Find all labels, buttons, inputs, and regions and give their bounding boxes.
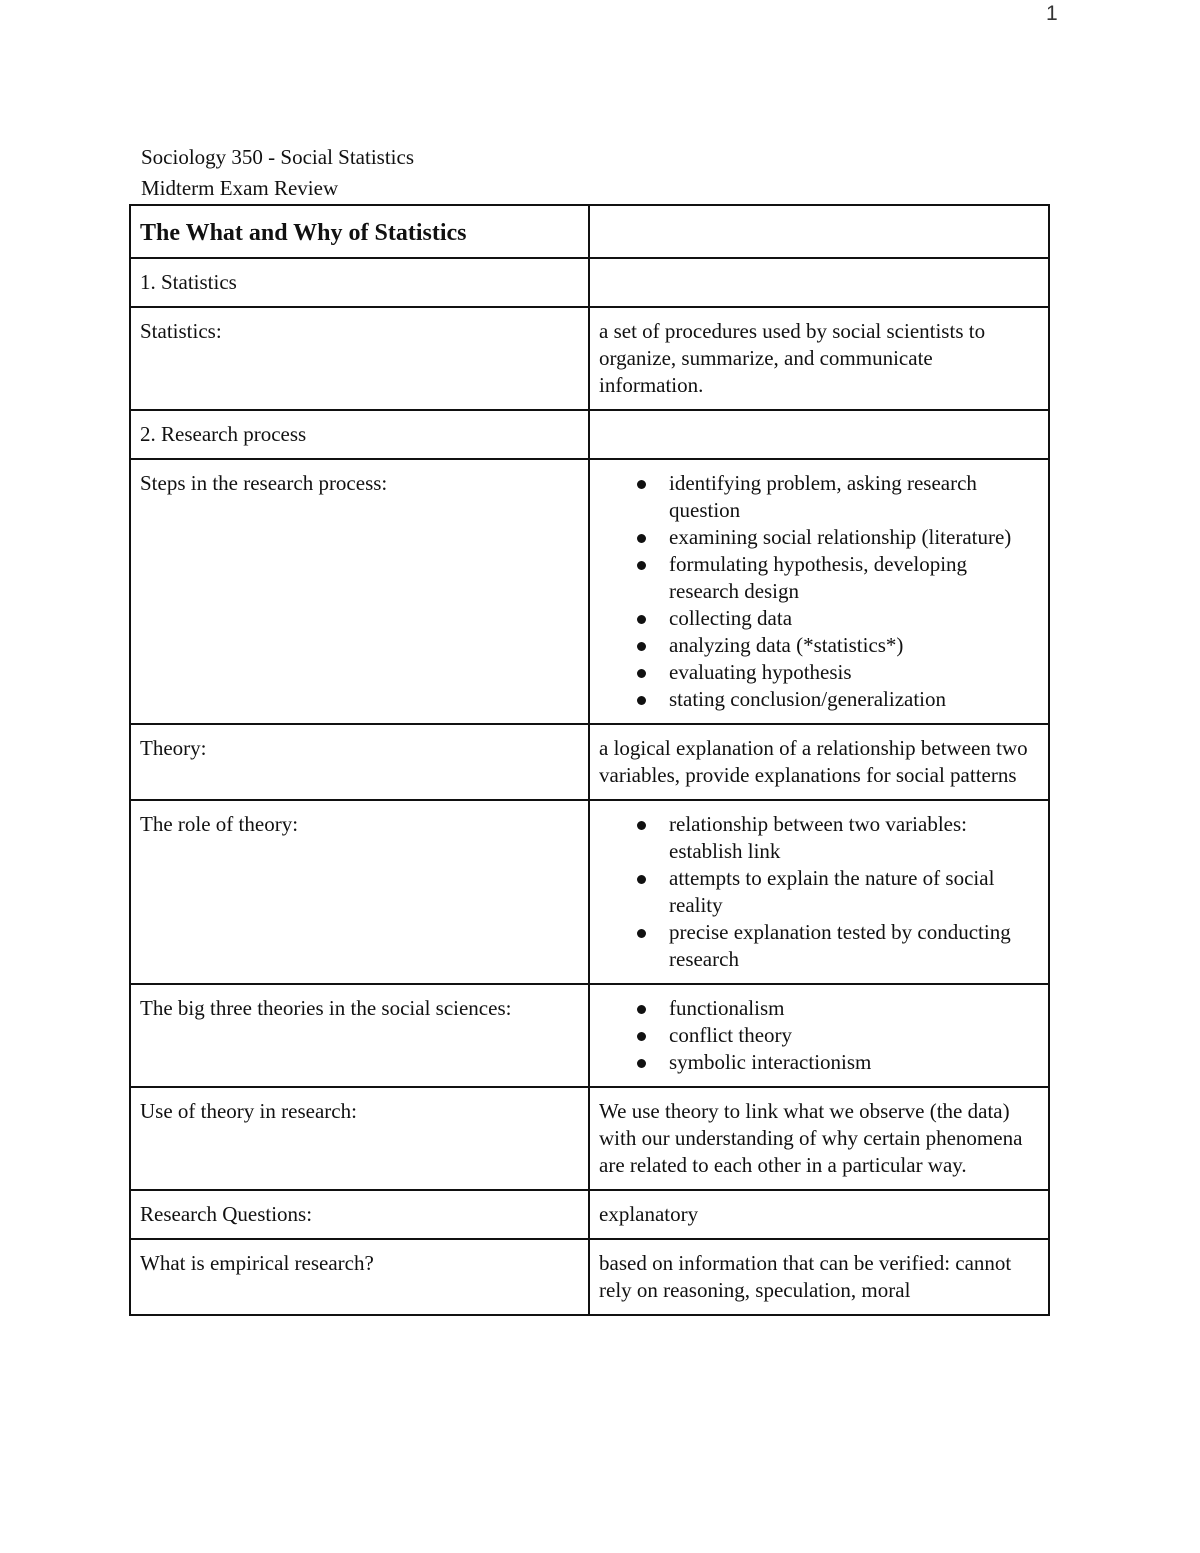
theory-role-list [599,811,1038,973]
list-item: examining social relationship (literature) [669,524,1038,551]
term-cell: The role of theory: [130,800,589,984]
big-three-theories-list [599,995,1038,1076]
term-cell: The big three theories in the social sciences: [130,984,589,1087]
table-row [130,1087,1049,1190]
table-row [130,724,1049,800]
list-item: evaluating hypothesis [669,659,1038,686]
table-row [130,258,1049,307]
definition-cell [589,258,1049,307]
term-cell: What is empirical research? [130,1239,589,1315]
list-item: relationship between two variables: establish link [669,811,1038,865]
definition-cell [589,800,1049,984]
list-item: identifying problem, asking research question [669,470,1038,524]
table-row [130,800,1049,984]
list-item: functionalism [669,995,1038,1022]
definition-cell [589,410,1049,459]
term-cell: Steps in the research process: [130,459,589,724]
page-number: 1 [1046,2,1058,25]
list-item: stating conclusion/generalization [669,686,1038,713]
definition-cell: a set of procedures used by social scientists to organize, summarize, and communicate information. [589,307,1049,410]
definition-cell: We use theory to link what we observe (the data) with our understanding of why certain phenomena are related to each other in a particular way. [589,1087,1049,1190]
research-steps-list [599,470,1038,713]
course-title: Sociology 350 - Social Statistics [141,145,414,169]
table-row [130,984,1049,1087]
definition-cell [589,984,1049,1087]
term-cell: 2. Research process [130,410,589,459]
term-cell: Theory: [130,724,589,800]
list-item: collecting data [669,605,1038,632]
list-item: symbolic interactionism [669,1049,1038,1076]
definition-cell: based on information that can be verified: cannot rely on reasoning, speculation, moral [589,1239,1049,1315]
list-item: conflict theory [669,1022,1038,1049]
document-subtitle: Midterm Exam Review [141,176,339,200]
term-cell: Statistics: [130,307,589,410]
term-cell: Research Questions: [130,1190,589,1239]
review-table [129,204,1050,1316]
list-item: formulating hypothesis, developing research design [669,551,1038,605]
table-row [130,307,1049,410]
list-item: precise explanation tested by conducting research [669,919,1038,973]
document-header [141,142,414,204]
table-header-row [130,205,1049,258]
definition-cell [589,459,1049,724]
list-item: analyzing data (*statistics*) [669,632,1038,659]
table-row [130,459,1049,724]
table-row [130,1190,1049,1239]
table-row [130,410,1049,459]
definition-cell: explanatory [589,1190,1049,1239]
definition-cell: a logical explanation of a relationship between two variables, provide explanations for social patterns [589,724,1049,800]
section-title-empty-cell [589,205,1049,258]
section-title: The What and Why of Statistics [130,205,589,258]
term-cell: Use of theory in research: [130,1087,589,1190]
list-item: attempts to explain the nature of social reality [669,865,1038,919]
term-cell: 1. Statistics [130,258,589,307]
table-row [130,1239,1049,1315]
